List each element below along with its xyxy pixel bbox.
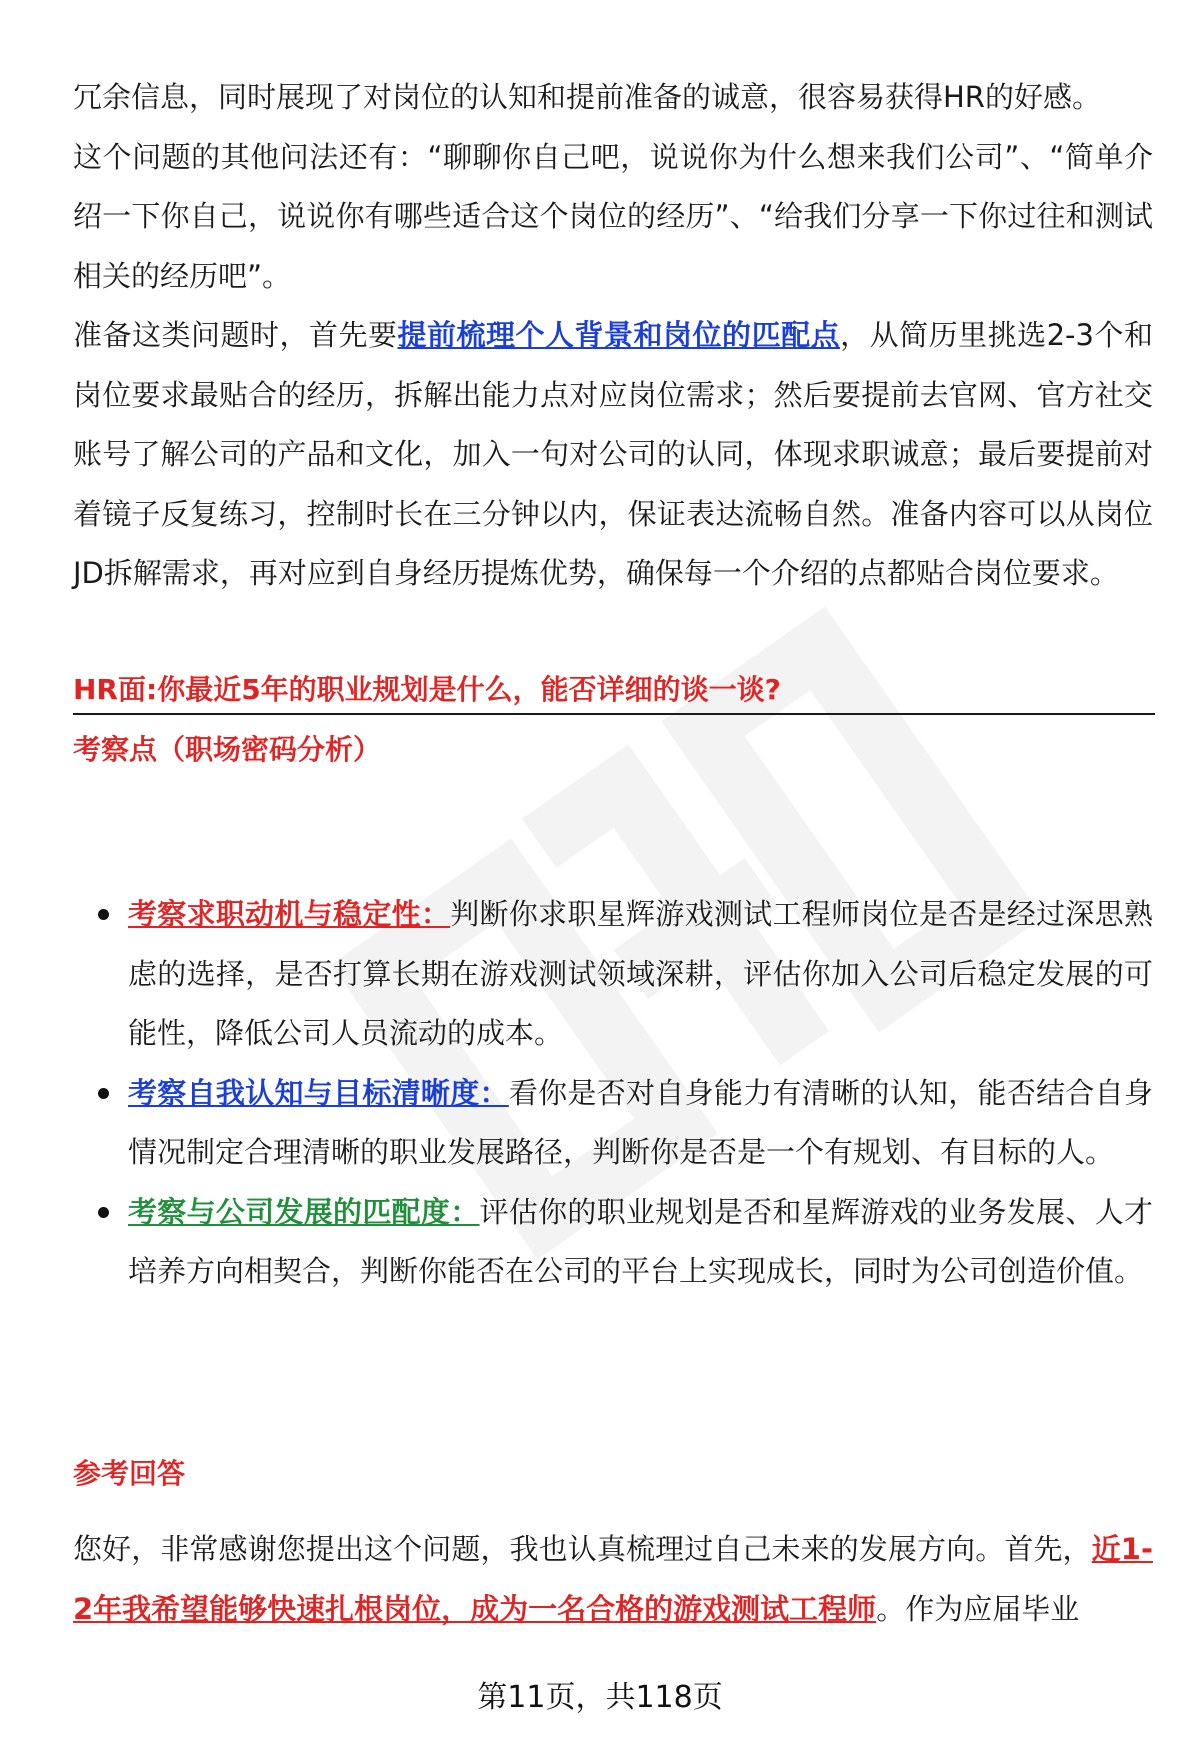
- answer-text-start: 您好，非常感谢您提出这个问题，我也认真梳理过自己未来的发展方向。首先，: [73, 1532, 1092, 1566]
- match-points-link[interactable]: 提前梳理个人背景和岗位的匹配点: [397, 318, 841, 352]
- preparation-text-start: 准备这类问题时，首先要: [73, 318, 398, 352]
- page-number: 第11页，共118页: [477, 1680, 723, 1715]
- answer-highlight-link[interactable]: 近1-2年我希望能够快速扎根岗位，成为一名合格的游戏测试工程师: [73, 1532, 1153, 1626]
- point-label-self-awareness[interactable]: 考察自我认知与目标清晰度：: [128, 1075, 509, 1110]
- point-label-motivation[interactable]: 考察求职动机与稳定性：: [128, 897, 451, 931]
- section-divider: [73, 713, 1155, 715]
- point-label-company-fit[interactable]: 考察与公司发展的匹配度：: [128, 1194, 480, 1229]
- answer-heading: 参考回答: [73, 1457, 186, 1490]
- answer-text-rest: 。作为应届毕业: [876, 1591, 1080, 1626]
- bullet-icon: [98, 909, 109, 920]
- preparation-text-rest: ，从简历里挑选2-3个和岗位要求最贴合的经历，拆解出能力点对应岗位需求；然后要提前去官网、官方社交账号了解公司的产品和文化，加入一句对公司的认同，体现求职诚意；最后要提前对着镜子反复练习，控制时长在三分钟以内，保证表达流畅自然。准备内容可以从岗位JD拆解需求，再对应到自身经历提炼优势，确保每一个介绍的点都贴合岗位要求。: [73, 318, 1153, 590]
- analysis-list: [73, 885, 1153, 1302]
- list-item: [73, 1064, 1153, 1183]
- preparation-paragraph: [73, 306, 1153, 604]
- intro-section: [73, 68, 1153, 604]
- point-text: 判断你求职星辉游戏测试工程师岗位是否是经过深思熟虑的选择，是否打算长期在游戏测试领域深耕，评估你加入公司后稳定发展的可能性，降低公司人员流动的成本。: [128, 897, 1153, 1050]
- list-item: [73, 1183, 1153, 1302]
- list-item: [73, 885, 1153, 1064]
- bullet-icon: [98, 1088, 109, 1099]
- point-text: 评估你的职业规划是否和星辉游戏的业务发展、人才培养方向相契合，判断你能否在公司的平台上实现成长，同时为公司创造价值。: [128, 1194, 1153, 1288]
- question-title: HR面:你最近5年的职业规划是什么，能否详细的谈一谈?: [73, 673, 781, 706]
- answer-paragraph: [73, 1520, 1153, 1639]
- analysis-heading: 考察点（职场密码分析）: [73, 733, 382, 766]
- intro-line: 冗余信息，同时展现了对岗位的认知和提前准备的诚意，很容易获得HR的好感。: [73, 80, 1101, 114]
- point-text: 看你是否对自身能力有清晰的认知，能否结合自身情况制定合理清晰的职业发展路径，判断你是否是一个有规划、有目标的人。: [128, 1075, 1153, 1169]
- alternate-questions-paragraph: 这个问题的其他问法还有：“聊聊你自己吧，说说你为什么想来我们公司”、“简单介绍一下你自己，说说你有哪些适合这个岗位的经历”、“给我们分享一下你过往和测试相关的经历吧”。: [73, 139, 1153, 293]
- bullet-icon: [98, 1207, 109, 1218]
